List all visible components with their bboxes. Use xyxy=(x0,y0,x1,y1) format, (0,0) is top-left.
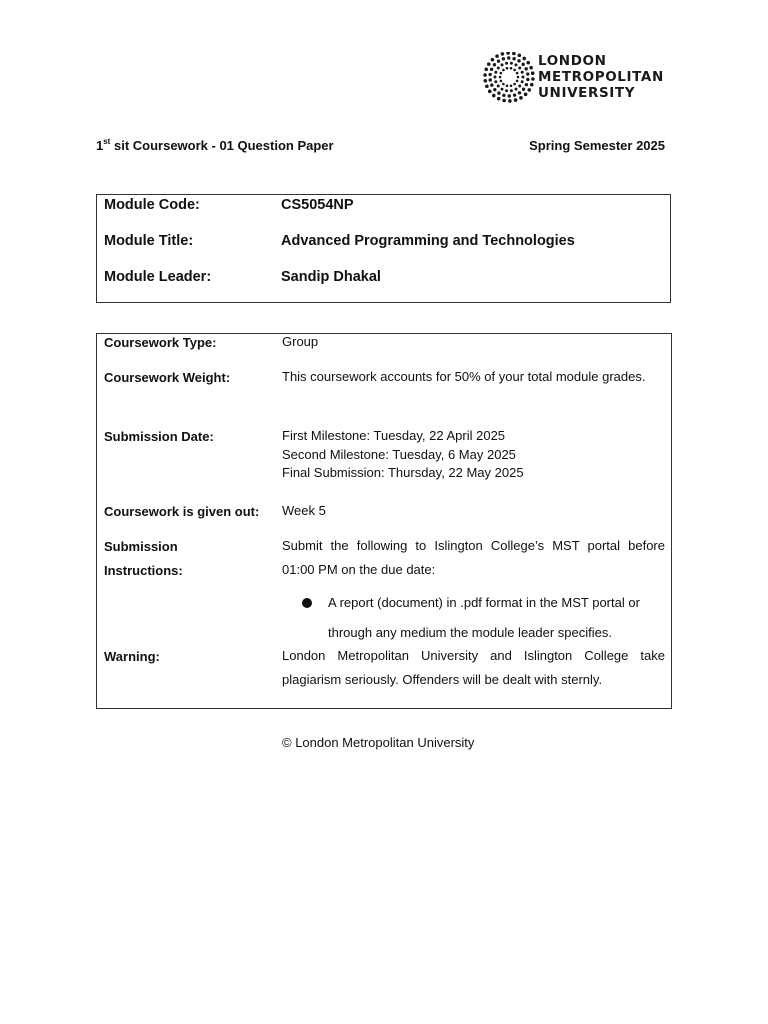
logo-dot xyxy=(489,78,492,81)
module-title-label: Module Title: xyxy=(104,233,194,249)
logo-line-1: LONDON xyxy=(538,53,607,69)
report-bullet-text: A report (document) in .pdf format in the MST portal or through any medium the module leader specifies. xyxy=(328,595,640,640)
warning-label: Warning: xyxy=(104,649,160,664)
module-leader-value: Sandip Dhakal xyxy=(281,269,381,285)
first-milestone: First Milestone: Tuesday, 22 April 2025 xyxy=(282,428,506,443)
given-out-label: Coursework is given out: xyxy=(104,504,260,519)
logo-dot xyxy=(530,83,534,87)
logo-dot xyxy=(484,79,488,83)
logo-dot xyxy=(513,69,516,72)
logo-dot xyxy=(521,63,524,66)
module-title-value: Advanced Programming and Technologies xyxy=(281,233,575,249)
submission-dates xyxy=(282,427,665,483)
logo-dot xyxy=(510,62,513,65)
logo-dot xyxy=(515,63,518,66)
logo-dot xyxy=(497,59,500,62)
logo-dot xyxy=(494,75,497,78)
module-leader-row xyxy=(104,269,381,285)
logo-dot xyxy=(493,63,496,66)
logo-dot xyxy=(510,84,513,87)
logo-dot xyxy=(487,62,491,66)
logo-dot xyxy=(484,68,488,72)
logo-dot xyxy=(508,94,511,97)
module-info-box xyxy=(96,194,671,303)
logo-dot xyxy=(513,83,516,86)
logo-dot xyxy=(521,71,524,74)
logo-dot xyxy=(514,88,517,91)
coursework-weight-value: This coursework accounts for 50% of your total module grades. xyxy=(282,369,646,384)
logo-dot xyxy=(529,66,533,70)
logo-dot xyxy=(508,99,512,103)
logo-dot xyxy=(510,89,513,92)
logo-dot xyxy=(493,88,496,91)
logo-dot xyxy=(513,93,516,96)
logo-dot xyxy=(494,71,497,74)
logo-dot xyxy=(531,71,535,75)
logo-dot xyxy=(521,80,524,83)
logo-dot xyxy=(485,85,489,89)
logo-dot xyxy=(518,67,521,70)
logo-line-2: METROPOLITAN xyxy=(538,69,664,85)
logo-dot xyxy=(524,93,528,97)
logo-dot xyxy=(506,67,509,70)
logo-dot xyxy=(502,94,505,97)
logo-dot xyxy=(525,83,528,86)
logo-dot xyxy=(522,57,526,61)
logo-dot xyxy=(516,80,519,83)
logo-dot xyxy=(488,90,492,94)
logo-dot xyxy=(499,76,502,79)
logo-line-3: UNIVERSITY xyxy=(538,85,636,101)
paper-title xyxy=(96,138,334,153)
dotted-starburst-icon xyxy=(483,52,535,104)
logo-dot xyxy=(517,59,520,62)
logo-dot xyxy=(512,57,515,60)
logo-dot xyxy=(526,78,529,81)
logo-dot xyxy=(492,94,496,98)
semester-label: Spring Semester 2025 xyxy=(529,138,665,153)
logo-dot xyxy=(497,91,500,94)
logo-dot xyxy=(501,52,505,56)
coursework-type-value: Group xyxy=(282,334,319,349)
final-submission: Final Submission: Thursday, 22 May 2025 xyxy=(282,465,524,480)
logo-dot xyxy=(490,83,493,86)
logo-dot xyxy=(502,99,506,103)
logo-dot xyxy=(505,89,508,92)
submission-instructions-label-2: Instructions: xyxy=(104,563,183,578)
logo-dot xyxy=(497,66,500,69)
coursework-type-label: Coursework Type: xyxy=(104,335,217,350)
logo-dot xyxy=(518,91,521,94)
paper-title-text: sit Coursework - 01 Question Paper xyxy=(110,138,334,153)
logo-dot xyxy=(502,83,505,86)
logo-dot xyxy=(514,98,518,102)
logo-dot xyxy=(510,67,513,70)
logo-dot xyxy=(519,96,523,100)
logo-dot xyxy=(488,73,491,76)
sit-suffix: st xyxy=(103,137,111,146)
logo-dot xyxy=(518,54,522,58)
logo-dot xyxy=(497,84,500,87)
logo-dot xyxy=(501,63,504,66)
logo-dot xyxy=(497,97,501,101)
copyright-notice: © London Metropolitan University xyxy=(282,735,475,750)
bullet-dot xyxy=(302,598,312,608)
logo-dot xyxy=(522,88,525,91)
coursework-weight-label: Coursework Weight: xyxy=(104,370,231,385)
logo-dot xyxy=(522,76,525,79)
logo-dot xyxy=(506,52,510,55)
given-out-value: Week 5 xyxy=(282,503,326,518)
submission-instructions-label-1: Submission xyxy=(104,539,178,554)
logo-dot xyxy=(495,54,499,58)
module-code-value: CS5054NP xyxy=(281,197,354,213)
logo-dot xyxy=(502,69,505,72)
submission-instructions-value: Submit the following to Islington College’s MST portal before 01:00 PM on the due date: xyxy=(282,538,665,577)
module-leader-label: Module Leader: xyxy=(104,269,212,285)
warning-value: London Metropolitan University and Islington College take plagiarism seriously. Offenders will be dealt with sternly. xyxy=(282,648,665,687)
logo-dot xyxy=(483,73,487,77)
logo-dot xyxy=(527,88,531,92)
logo-dot xyxy=(526,61,530,65)
coursework-info-box xyxy=(96,333,672,709)
logo-dot xyxy=(494,80,497,83)
logo-dot xyxy=(517,76,520,79)
sit-number: 1 xyxy=(96,138,104,153)
second-milestone: Second Milestone: Tuesday, 6 May 2025 xyxy=(282,446,516,462)
module-title-row xyxy=(104,233,575,249)
logo-dot xyxy=(500,80,503,83)
module-code-label: Module Code: xyxy=(104,197,200,213)
logo-dot xyxy=(518,85,521,88)
logo-dot xyxy=(500,72,503,75)
logo-dot xyxy=(516,72,519,75)
module-code-row xyxy=(104,197,354,213)
logo-dot xyxy=(505,62,508,65)
logo-dot xyxy=(491,58,495,62)
logo-dot xyxy=(506,84,509,87)
logo-wordmark xyxy=(538,53,664,101)
logo-dot xyxy=(490,68,493,71)
logo-dot xyxy=(502,57,505,60)
logo-dot xyxy=(524,67,527,70)
logo-dot xyxy=(531,77,535,81)
logo-dot xyxy=(507,56,510,59)
logo-dot xyxy=(512,52,516,55)
logo-dot xyxy=(526,72,529,75)
logo-dot xyxy=(500,88,503,91)
submission-date-label: Submission Date: xyxy=(104,429,214,444)
university-logo xyxy=(483,52,683,104)
